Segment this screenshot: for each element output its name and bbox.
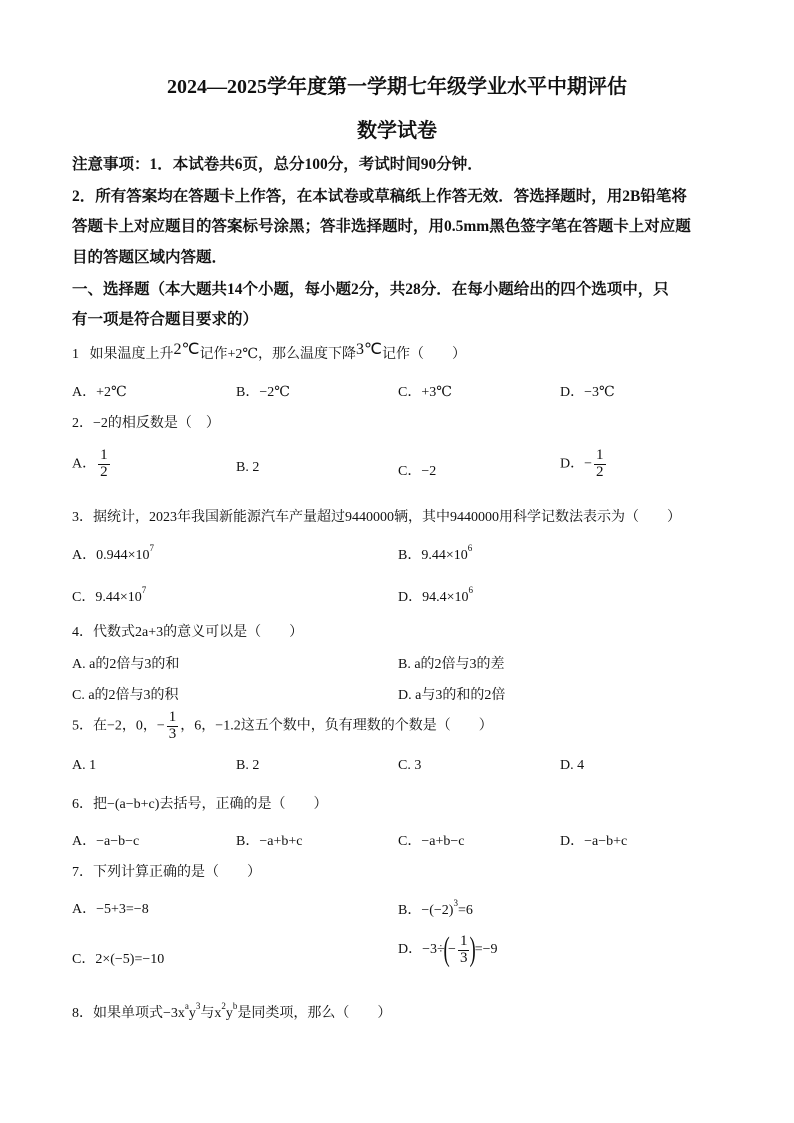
question-8-stem: 8．如果单项式$-3x^ay^3$与$x^2y^b$是同类项，那么（ ）: [72, 1001, 392, 1021]
question-7-stem: 7．下列计算正确的是（ ）: [72, 865, 261, 880]
fraction: $\frac{1}{2}$: [100, 447, 108, 480]
question-6-option-b: B．−a+b+c: [236, 834, 303, 849]
fraction: $\frac{1}{3}$: [168, 709, 177, 742]
notes-line-1: 注意事项：1．本试卷共6页，总分100分，考试时间90分钟．: [72, 156, 483, 173]
question-6-option-d: D．−a−b+c: [560, 834, 628, 849]
question-3-option-d: D．$94.4\times 10^6$: [398, 585, 474, 605]
question-1-stem: 1 如果温度上升2℃记作+2℃，那么温度下降3℃记作（ ）: [72, 341, 466, 362]
question-5-option-d: D. 4: [560, 758, 585, 773]
question-4-option-d: D. a与3的和的2倍: [398, 688, 506, 703]
question-2-option-b: B. 2: [236, 460, 260, 475]
question-5-option-c: C. 3: [398, 758, 422, 773]
question-4-stem: 4．代数式2a+3的意义可以是（ ）: [72, 625, 304, 640]
question-1-option-b: B．−2℃: [236, 385, 290, 400]
question-number: 1: [72, 347, 79, 362]
notes-line-4: 目的答题区域内答题．: [72, 249, 228, 266]
question-5-option-a: A. 1: [72, 758, 97, 773]
question-2-stem: 2．−2的相反数是（ ）: [72, 416, 220, 431]
section-header-line-1: 一、选择题（本大题共14个小题，每小题2分，共28分．在每小题给出的四个选项中，只: [72, 281, 669, 298]
question-2-option-a: A． $\frac{1}{2}$: [72, 447, 108, 480]
exam-title: 2024—2025学年度第一学期七年级学业水平中期评估: [167, 76, 627, 98]
question-5-option-b: B. 2: [236, 758, 260, 773]
question-3-option-b: B．$9.44\times 10^6$: [398, 543, 473, 563]
fraction: $\frac{1}{2}$: [596, 447, 604, 480]
question-2-option-d: D．− $\frac{1}{2}$: [560, 447, 604, 480]
question-5-stem: 5．在−2，0，− $\frac{1}{3}$ ，6，−1.2这五个数中，负有理数的个数是（ ）: [72, 709, 493, 742]
question-4-option-b: B. a的2倍与3的差: [398, 657, 505, 672]
exam-subtitle: 数学试卷: [357, 120, 437, 142]
question-7-option-d: D．−3÷(− $\frac{1}{3}$ )=−9: [398, 931, 498, 968]
question-3-stem: 3．据统计，2023年我国新能源汽车产量超过9440000辆，其中9440000用科学记数法表示为（ ）: [72, 510, 681, 525]
fraction: $\frac{1}{3}$: [459, 932, 468, 966]
question-6-option-a: A．−a−b−c: [72, 834, 140, 849]
question-3-option-c: C．$9.44\times 10^7$: [72, 585, 147, 605]
section-header-line-2: 有一项是符合题目要求的）: [72, 311, 259, 328]
question-1-option-c: C．+3℃: [398, 385, 452, 400]
question-6-stem: 6．把−(a−b+c)去括号，正确的是（ ）: [72, 797, 328, 812]
question-3-option-a: A．$0.944\times 10^7$: [72, 543, 155, 563]
question-7-option-c: C．2×(−5)=−10: [72, 952, 165, 967]
question-1-option-d: D．−3℃: [560, 385, 615, 400]
notes-line-3: 答题卡上对应题目的答案标号涂黑；答非选择题时，用0.5mm黑色签字笔在答题卡上对应题: [72, 218, 691, 235]
question-7-option-b: B．$-(-2)^3=6$: [398, 898, 473, 918]
question-2-option-c: C．−2: [398, 464, 437, 479]
notes-line-2: 2．所有答案均在答题卡上作答，在本试卷或草稿纸上作答无效．答选择题时，用2B铅笔将: [72, 188, 687, 205]
question-1-option-a: A．+2℃: [72, 385, 127, 400]
question-6-option-c: C．−a+b−c: [398, 834, 465, 849]
question-7-option-a: A．−5+3=−8: [72, 902, 149, 917]
question-4-option-c: C. a的2倍与3的积: [72, 688, 179, 703]
question-4-option-a: A. a的2倍与3的和: [72, 657, 180, 672]
